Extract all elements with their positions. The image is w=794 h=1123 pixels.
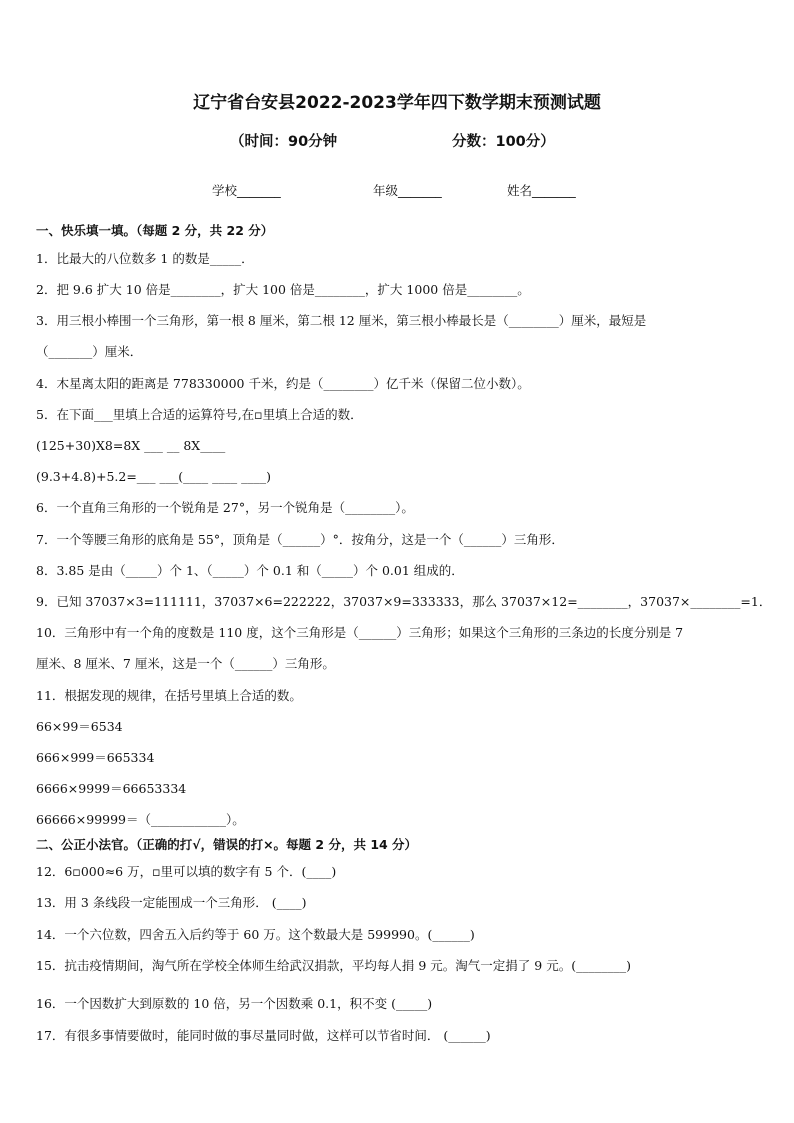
question-15: 15．抗击疫情期间，淘气所在学校全体师生给武汉捐款，平均每人捐 9 元。淘气一定捐了 9 元。(________) xyxy=(36,958,631,973)
question-8: 8．3.85 是由（_____）个 1、（_____）个 0.1 和（_____）个 0.01 组成的． xyxy=(36,563,464,578)
question-5-expr-2: (9.3+4.8)+5.2=___ ___(____ ____ ____) xyxy=(36,469,271,484)
question-5-expr-1: (125+30)X8=8X ___ __ 8X____ xyxy=(36,438,226,453)
question-3-line-2: （_______）厘米． xyxy=(36,344,143,359)
grade-field: 年级_______ xyxy=(373,183,442,198)
question-14: 14．一个六位数，四舍五入后约等于 60 万。这个数最大是 599990。(______) xyxy=(36,927,475,942)
question-7: 7．一个等腰三角形的底角是 55°，顶角是（______）°．按角分，这是一个（______）三角形． xyxy=(36,532,564,547)
section-1-heading: 一、快乐填一填。（每题 2 分，共 22 分） xyxy=(36,223,274,238)
question-10-line-1: 10．三角形中有一个角的度数是 110 度，这个三角形是（______）三角形；如果这个三角形的三条边的长度分别是 7 xyxy=(36,625,684,640)
question-12: 12．6▫000≈6 万，▫里可以填的数字有 5 个．(____) xyxy=(36,864,337,879)
exam-title: 辽宁省台安县2022-2023学年四下数学期末预测试题 xyxy=(193,93,601,113)
question-13: 13．用 3 条线段一定能围成一个三角形． (____) xyxy=(36,895,307,910)
question-9: 9．已知 37037×3=111111，37037×6=222222，37037×9=333333，那么 37037×12=________，37037×________=1． xyxy=(36,594,772,609)
question-5: 5．在下面___里填上合适的运算符号,在▫里填上合适的数． xyxy=(36,407,363,422)
section-2-heading: 二、公正小法官。（正确的打√，错误的打×。每题 2 分，共 14 分） xyxy=(36,837,418,852)
question-2: 2．把 9.6 扩大 10 倍是________，扩大 100 倍是________，扩大 1000 倍是________。 xyxy=(36,282,530,297)
question-11: 11．根据发现的规律，在括号里填上合适的数。 xyxy=(36,688,302,703)
question-11-eq-1: 66×99＝6534 xyxy=(36,719,123,734)
exam-score: 分数：100分） xyxy=(452,134,555,150)
question-6: 6．一个直角三角形的一个锐角是 27°，另一个锐角是（________）。 xyxy=(36,500,414,515)
exam-time: （时间：90分钟 xyxy=(230,134,338,150)
name-field: 姓名_______ xyxy=(507,183,576,198)
question-17: 17．有很多事情要做时，能同时做的事尽量同时做，这样可以节省时间． (______) xyxy=(36,1028,491,1043)
question-11-eq-4: 66666×99999＝（____________）。 xyxy=(36,812,245,827)
question-3-line-1: 3．用三根小棒围一个三角形，第一根 8 厘米，第二根 12 厘米，第三根小棒最长是（________）厘米，最短是 xyxy=(36,313,647,328)
question-11-eq-2: 666×999＝665334 xyxy=(36,750,155,765)
question-4: 4．木星离太阳的距离是 778330000 千米，约是（________）亿千米（保留二位小数）。 xyxy=(36,376,530,391)
question-16: 16．一个因数扩大到原数的 10 倍，另一个因数乘 0.1，积不变 (_____) xyxy=(36,996,433,1011)
school-field: 学校_______ xyxy=(212,183,281,198)
question-1: 1．比最大的八位数多 1 的数是_____． xyxy=(36,251,254,266)
question-10-line-2: 厘米、8 厘米、7 厘米，这是一个（______）三角形。 xyxy=(36,656,335,671)
question-11-eq-3: 6666×9999＝66653334 xyxy=(36,781,187,796)
